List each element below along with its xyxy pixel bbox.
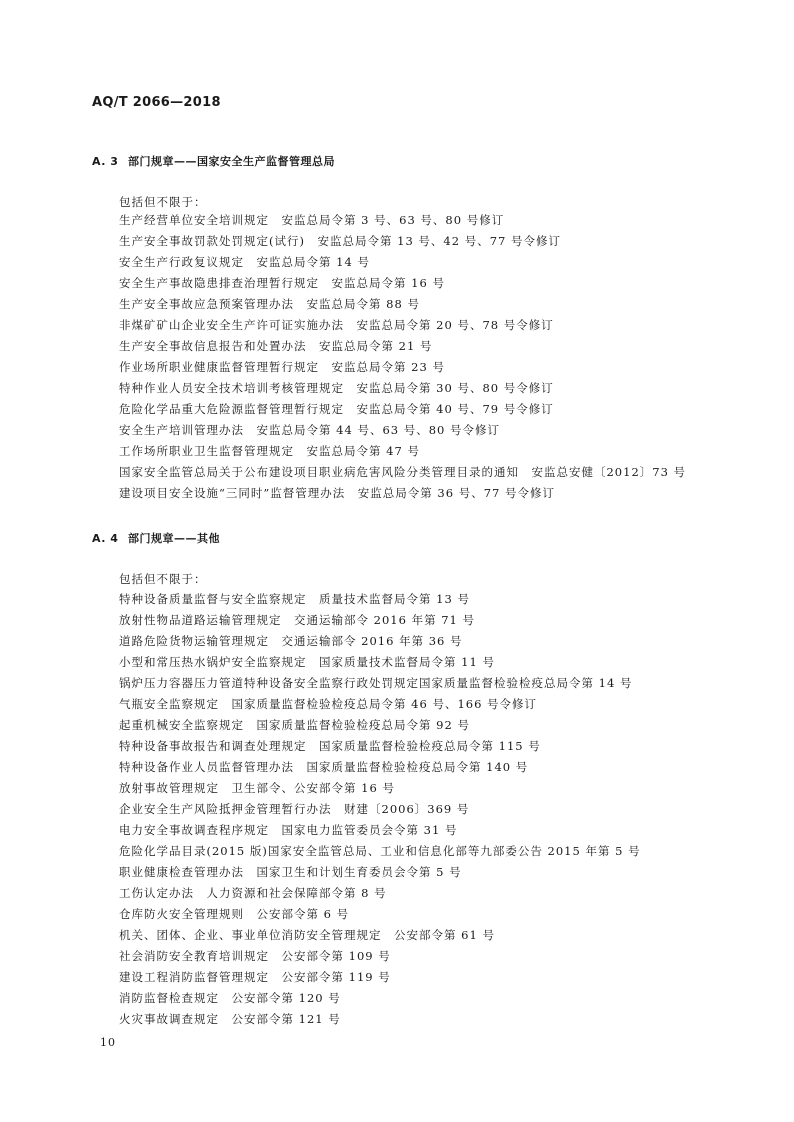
section-heading-a3 — [92, 153, 335, 169]
list-item: 生产经营单位安全培训规定 安监总局令第 3 号、63 号、80 号修订 — [119, 213, 505, 227]
list-item: 仓库防火安全管理规则 公安部令第 6 号 — [119, 907, 350, 921]
page-number: 10 — [100, 1036, 116, 1049]
list-item: 国家安全监管总局关于公布建设项目职业病危害风险分类管理目录的通知 安监总安健〔2012〕73 号 — [119, 465, 687, 479]
section-number: A. 4 — [92, 532, 119, 545]
list-item: 消防监督检查规定 公安部令第 120 号 — [119, 991, 341, 1005]
list-item: 生产安全事故罚款处罚规定(试行) 安监总局令第 13 号、42 号、77 号令修订 — [119, 234, 561, 248]
list-item: 机关、团体、企业、事业单位消防安全管理规定 公安部令第 61 号 — [119, 928, 495, 942]
list-item: 道路危险货物运输管理规定 交通运输部令 2016 年第 36 号 — [119, 634, 463, 648]
list-item: 放射性物品道路运输管理规定 交通运输部令 2016 年第 71 号 — [119, 613, 476, 627]
section-heading-a4 — [92, 530, 220, 546]
section-title: 部门规章——国家安全生产监督管理总局 — [128, 155, 335, 168]
list-item: 生产安全事故信息报告和处置办法 安监总局令第 21 号 — [119, 339, 433, 353]
list-item: 危险化学品重大危险源监督管理暂行规定 安监总局令第 40 号、79 号令修订 — [119, 402, 554, 416]
list-item: 安全生产行政复议规定 安监总局令第 14 号 — [119, 255, 370, 269]
document-code: AQ/T 2066—2018 — [92, 95, 221, 110]
section-intro: 包括但不限于： — [119, 572, 207, 586]
list-item: 安全生产事故隐患排查治理暂行规定 安监总局令第 16 号 — [119, 276, 445, 290]
list-item: 非煤矿矿山企业安全生产许可证实施办法 安监总局令第 20 号、78 号令修订 — [119, 318, 554, 332]
list-item: 小型和常压热水锅炉安全监察规定 国家质量技术监督局令第 11 号 — [119, 655, 495, 669]
list-item: 特种设备质量监督与安全监察规定 质量技术监督局令第 13 号 — [119, 592, 470, 606]
list-item: 工伤认定办法 人力资源和社会保障部令第 8 号 — [119, 886, 387, 900]
list-item: 作业场所职业健康监督管理暂行规定 安监总局令第 23 号 — [119, 360, 445, 374]
list-item: 特种设备作业人员监督管理办法 国家质量监督检验检疫总局令第 140 号 — [119, 760, 529, 774]
section-title: 部门规章——其他 — [128, 532, 220, 545]
list-item: 气瓶安全监察规定 国家质量监督检验检疫总局令第 46 号、166 号令修订 — [119, 697, 538, 711]
section-number: A. 3 — [92, 155, 119, 168]
list-item: 企业安全生产风险抵押金管理暂行办法 财建〔2006〕369 号 — [119, 802, 470, 816]
list-item: 危险化学品目录(2015 版)国家安全监管总局、工业和信息化部等九部委公告 2015 年第 5 号 — [119, 844, 641, 858]
list-item: 建设工程消防监督管理规定 公安部令第 119 号 — [119, 970, 391, 984]
list-item: 工作场所职业卫生监督管理规定 安监总局令第 47 号 — [119, 444, 420, 458]
list-item: 电力安全事故调查程序规定 国家电力监管委员会令第 31 号 — [119, 823, 458, 837]
list-item: 锅炉压力容器压力管道特种设备安全监察行政处罚规定国家质量监督检验检疫总局令第 14 号 — [119, 676, 633, 690]
section-intro: 包括但不限于： — [119, 195, 207, 209]
list-item: 职业健康检查管理办法 国家卫生和计划生育委员会令第 5 号 — [119, 865, 462, 879]
list-item: 建设项目安全设施“三同时”监督管理办法 安监总局令第 36 号、77 号令修订 — [119, 486, 555, 500]
list-item: 社会消防安全教育培训规定 公安部令第 109 号 — [119, 949, 391, 963]
list-item: 起重机械安全监察规定 国家质量监督检验检疫总局令第 92 号 — [119, 718, 470, 732]
list-item: 放射事故管理规定 卫生部令、公安部令第 16 号 — [119, 781, 395, 795]
regulation-list-a4 — [119, 589, 641, 1030]
list-item: 特种作业人员安全技术培训考核管理规定 安监总局令第 30 号、80 号令修订 — [119, 381, 554, 395]
list-item: 特种设备事故报告和调查处理规定 国家质量监督检验检疫总局令第 115 号 — [119, 739, 541, 753]
list-item: 火灾事故调查规定 公安部令第 121 号 — [119, 1012, 341, 1026]
list-item: 生产安全事故应急预案管理办法 安监总局令第 88 号 — [119, 297, 420, 311]
regulation-list-a3 — [119, 210, 686, 504]
list-item: 安全生产培训管理办法 安监总局令第 44 号、63 号、80 号令修订 — [119, 423, 501, 437]
